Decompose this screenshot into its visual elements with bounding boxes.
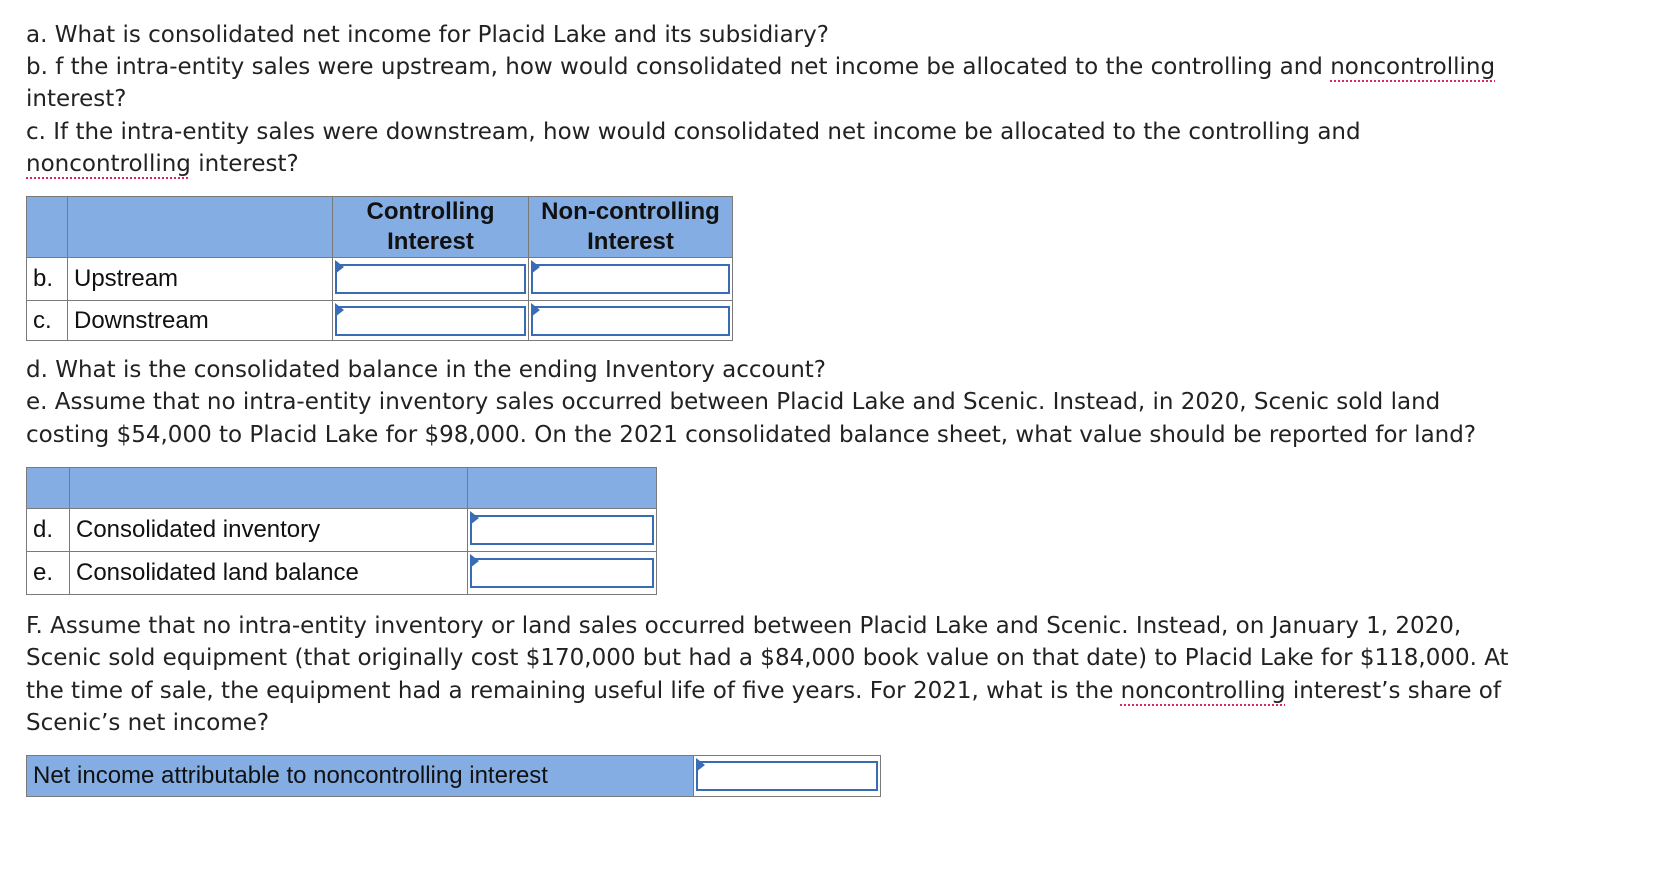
downstream-controlling-input[interactable] [335,306,526,336]
spellcheck-word[interactable]: noncontrolling [1120,678,1286,704]
row-letter: e. [27,552,70,595]
question-a: a. What is consolidated net income for Placid Lake and its subsidiary? [26,22,829,48]
downstream-controlling-cell [333,301,529,341]
header-noncontrolling-interest: Non-controlling Interest [529,197,733,258]
question-e: e. Assume that no intra-entity inventory sales occurred between Placid Lake and Scenic. Instead, in 2020, Scenic sold land [26,389,1441,415]
header-blank-label [70,468,468,509]
question-f: F. Assume that no intra-entity inventory or land sales occurred between Placid Lake and Scenic. Instead, on January 1, 2020, [26,613,1462,639]
question-c-continued [26,147,299,182]
upstream-noncontrolling-cell [529,258,733,301]
downstream-noncontrolling-cell [529,301,733,341]
spellcheck-word[interactable]: noncontrolling [1330,54,1496,80]
upstream-controlling-input[interactable] [335,264,526,294]
question-f-text: the time of sale, the equipment had a remaining useful life of five years. For 2021, what is the [26,678,1121,704]
balance-table [26,467,657,595]
question-c: c. If the intra-entity sales were downstream, how would consolidated net income be allocated to the controlling and [26,119,1361,145]
question-f-line2: Scenic sold equipment (that originally cost $170,000 but had a $84,000 book value on that date) to Placid Lake for $118,000. At [26,645,1509,671]
downstream-noncontrolling-input[interactable] [531,306,730,336]
input-marker-icon [470,554,479,568]
net-income-noncontrolling-input[interactable] [696,761,878,791]
row-label-consolidated-land: Consolidated land balance [70,552,468,595]
row-letter: d. [27,509,70,552]
question-b-continued: interest? [26,86,127,112]
input-marker-icon [531,303,540,317]
input-marker-icon [335,260,344,274]
question-b-text: b. f the intra-entity sales were upstream, how would consolidated net income be allocated to the controlling and [26,54,1331,80]
consolidated-inventory-input[interactable] [470,515,654,545]
net-income-noncontrolling-label: Net income attributable to noncontrolling interest [27,756,694,797]
header-blank-letter [27,468,70,509]
row-label-consolidated-inventory: Consolidated inventory [70,509,468,552]
header-blank-letter [27,197,68,258]
question-d: d. What is the consolidated balance in the ending Inventory account? [26,357,827,383]
row-letter: b. [27,258,68,301]
input-marker-icon [335,303,344,317]
header-controlling-interest: Controlling Interest [333,197,529,258]
question-e-continued: costing $54,000 to Placid Lake for $98,000. On the 2021 consolidated balance sheet, what value should be reported for land? [26,422,1477,448]
question-c-text: interest? [190,151,299,177]
question-f-line3 [26,674,1501,709]
interest-allocation-table [26,196,733,341]
input-marker-icon [696,758,705,772]
consolidated-inventory-cell [468,509,657,552]
upstream-controlling-cell [333,258,529,301]
input-marker-icon [531,260,540,274]
upstream-noncontrolling-input[interactable] [531,264,730,294]
net-income-noncontrolling-cell [694,756,881,797]
consolidated-land-input[interactable] [470,558,654,588]
spellcheck-word[interactable]: noncontrolling [26,151,191,177]
header-blank-value [468,468,657,509]
question-f-text-end: interest’s share of [1285,678,1501,704]
question-b [26,50,1495,85]
row-label-downstream: Downstream [68,301,333,341]
consolidated-land-cell [468,552,657,595]
row-letter: c. [27,301,68,341]
input-marker-icon [470,511,479,525]
row-label-upstream: Upstream [68,258,333,301]
net-income-table [26,755,881,797]
question-f-line4: Scenic’s net income? [26,710,270,736]
header-blank-label [68,197,333,258]
